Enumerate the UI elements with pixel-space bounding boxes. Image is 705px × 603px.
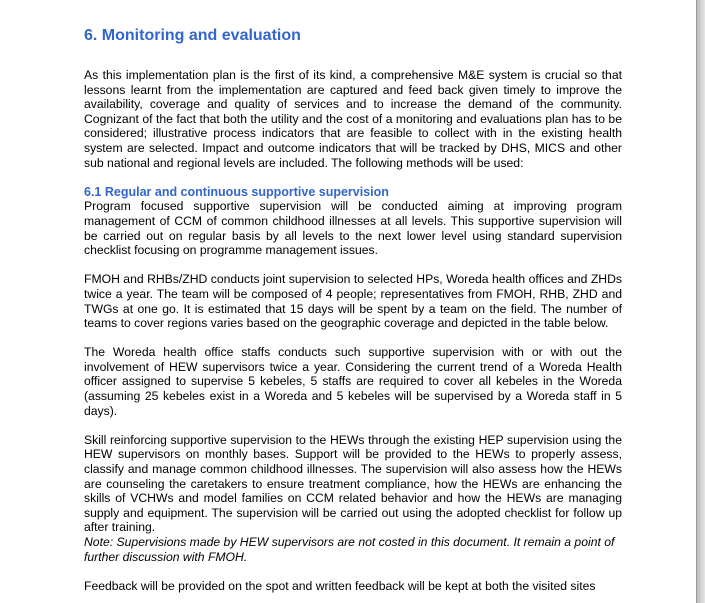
supervision-paragraph-4: Skill reinforcing supportive supervision to the HEWs through the existing HEP supervision using the HEW supervisors on monthly bases. Support will be provided to the HEWs to properly assess, classify and manage common childhood illnesses. The supervision will also assess how the HEWs are counseling the caretakers to ensure treatment compliance, how the HEWs are enhancing the skills of VCHWs and model families on CCM related behavior and how the HEWs are managing supply and equipment. The supervision will be carried out using the adopted checklist for follow up after training. [84,432,622,535]
paragraph-gap [84,564,622,579]
page-edge-shadow [697,0,705,603]
supervision-paragraph-3: The Woreda health office staffs conducts such supportive supervision with or with out the involvement of HEW supervisors twice a year. Considering the current trend of a Woreda Health officer assigned to supervise 5 kebeles, 5 staffs are required to cover all kebeles in the Woreda (assuming 25 kebeles exist in a Woreda and 5 kebeles will be supervised by a Woreda staff in 5 days). [84,345,622,418]
paragraph-gap [84,418,622,433]
paragraph-gap [84,331,622,346]
section-heading: 6. Monitoring and evaluation [84,27,301,44]
supervision-paragraph-2: FMOH and RHBs/ZHD conducts joint supervision to selected HPs, Woreda health offices and ZHDs twice a year. The team will be composed of 4 people; representatives from FMOH, RHB, ZHD and TWGs at one go. It is estimated that 15 days will be spent by a team on the field. The number of teams to cover regions varies based on the geographic coverage and depicted in the table below. [84,272,622,331]
paragraph-gap [84,170,622,185]
supervision-paragraph-1: Program focused supportive supervision will be conducted aiming at improving program management of CCM of common childhood illnesses at all levels. This supportive supervision will be carried out on regular basis by all levels to the next lower level using standard supervision checklist focusing on programme management issues. [84,199,622,258]
subsection-heading: 6.1 Regular and continuous supportive supervision [84,184,389,199]
intro-paragraph: As this implementation plan is the first of its kind, a comprehensive M&E system is crucial so that lessons learnt from the implementation are captured and feed back given timely to improve the availability, coverage and quality of services and to increase the demand of the community. Cognizant of the fact that both the utility and the cost of a monitoring and evaluations plan has to be considered; illustrative process indicators that are feasible to collect with in the existing health system are selected. Impact and outcome indicators that will be tracked by DHS, MICS and other sub national and regional levels are included. The following methods will be used: [84,68,622,170]
page-content [84,26,622,593]
supervision-note: Note: Supervisions made by HEW supervisors are not costed in this document. It remain a point of further discussion with FMOH. [84,535,615,564]
paragraph-gap [84,258,622,273]
feedback-paragraph: Feedback will be provided on the spot and written feedback will be kept at both the visited sites [84,578,596,593]
